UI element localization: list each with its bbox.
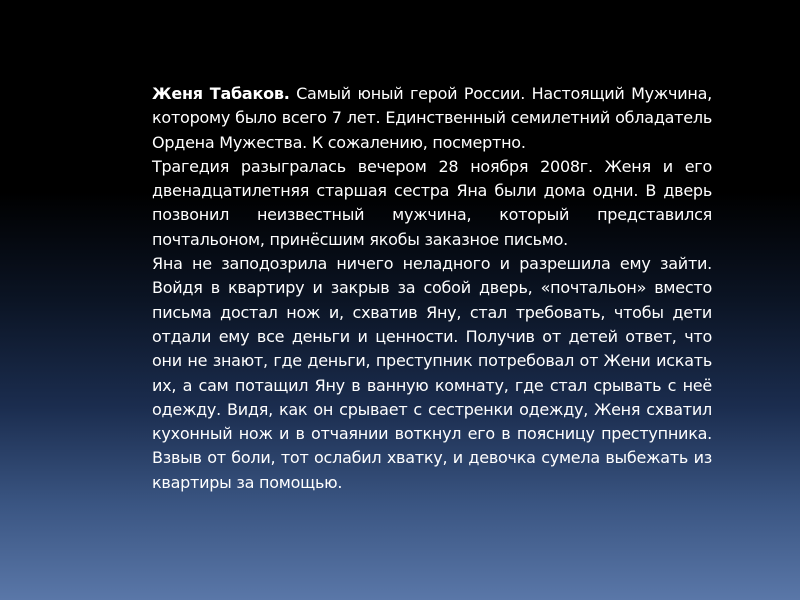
intro-text: Самый юный герой России. Настоящий Мужчина, которому было всего 7 лет. Единственный семилетний обладатель Ордена Мужества. К сожалению, посмертно. <box>152 84 713 152</box>
story-text <box>152 82 712 495</box>
paragraph-intro <box>152 82 712 155</box>
hero-name: Женя Табаков. <box>152 84 290 103</box>
paragraph-attack: Яна не заподозрила ничего неладного и разрешила ему зайти. Войдя в квартиру и закрыв за собой дверь, «почтальон» вместо письма достал нож и, схватив Яну, стал требовать, чтобы дети отдали ему все деньги и ценности. Получив от детей ответ, что они не знают, где деньги, преступник потребовал от Жени искать их, а сам потащил Яну в ванную комнату, где стал срывать с неё одежду. Видя, как он срывает с сестренки одежду, Женя схватил кухонный нож и в отчаянии воткнул его в поясницу преступника. Взвыв от боли, тот ослабил хватку, и девочка сумела выбежать из квартиры за помощью. <box>152 254 712 492</box>
paragraph-tragedy: Трагедия разыгралась вечером 28 ноября 2008г. Женя и его двенадцатилетняя старшая сестра Яна были дома одни. В дверь позвонил неизвестный мужчина, который представился почтальоном, принёсшим якобы заказное письмо. <box>152 156 712 249</box>
